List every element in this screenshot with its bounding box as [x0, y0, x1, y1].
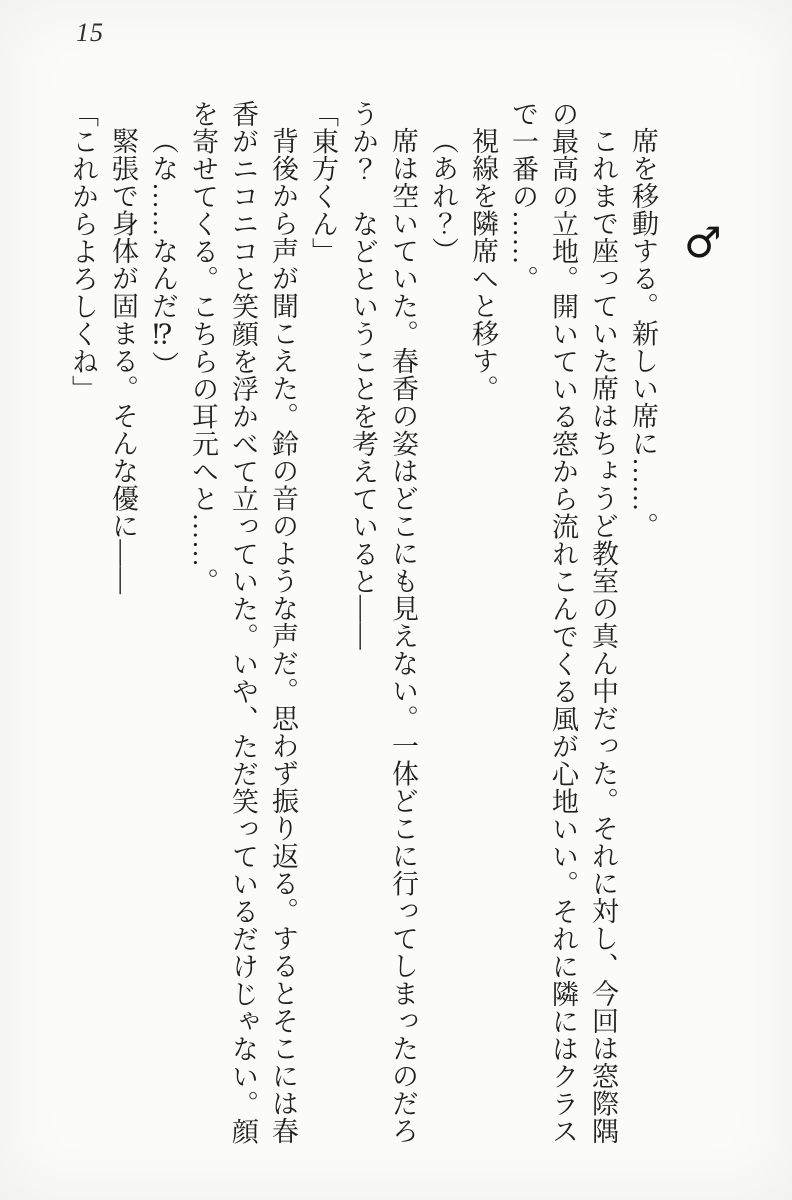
paragraph: 背後から声が聞こえた。鈴の音のような声だ。思わず振り返る。するとそこには春香がニコニコと笑顔を浮かべて立っていた。いや、ただ笑っているだけじゃない。顔を寄せてくる。こちらの耳元へと……。: [188, 100, 298, 1145]
paragraph: 席は空いていた。春香の姿はどこにも見えない。一体どこに行ってしまったのだろうか？ などということを考えていると――: [348, 100, 418, 1145]
paragraph: 席を移動する。新しい席に……。: [628, 127, 658, 540]
body-text: [62, 100, 663, 1150]
paragraph: 「東方くん」: [308, 100, 338, 265]
paragraph: 緊張で身体が固まる。そんな優に――: [108, 127, 138, 595]
page-number: 15: [76, 18, 104, 47]
paragraph: （な……なんだ⁉）: [148, 127, 178, 379]
male-symbol-icon: ♂: [684, 218, 722, 267]
paragraph: 「これからよろしくね」: [68, 100, 98, 403]
paragraph: （あれ？）: [428, 127, 458, 265]
paragraph: 視線を隣席へと移す。: [468, 127, 498, 402]
paragraph: これまで座っていた席はちょうど教室の真ん中だった。それに対し、今回は窓際隅の最高の立地。開いている窓から流れこんでくる風が心地いい。それに隣にはクラスで一番の……。: [508, 100, 618, 1145]
